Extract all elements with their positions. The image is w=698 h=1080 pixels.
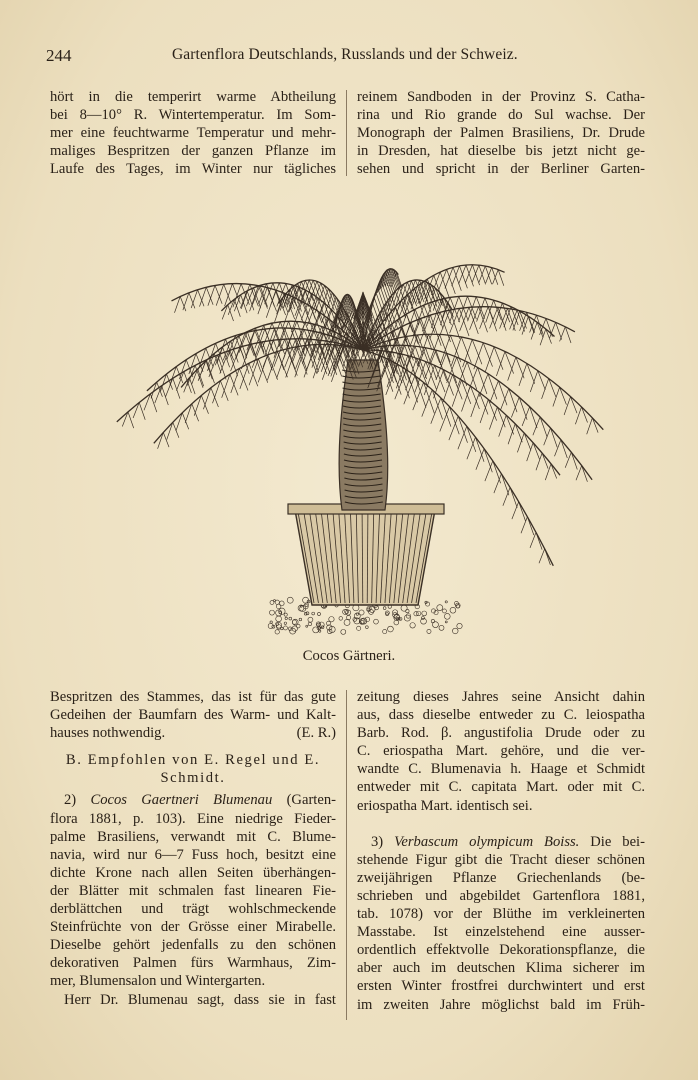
section-heading: Schmidt. — [160, 770, 226, 787]
text-line — [357, 833, 645, 851]
column-right-top — [357, 88, 645, 178]
text-line: eriospatha Mart. identisch sei. — [357, 797, 533, 814]
text-line: aus, dass dieselbe entweder zu C. leiospatha — [357, 707, 645, 724]
text-line: aber auch im deutschen Klima sicherer im — [357, 960, 645, 977]
text-line: Herr Dr. Blumenau sagt, dass sie in fast — [64, 991, 336, 1008]
text-line: entweder mit C. capitata Mart. oder mit C. — [357, 779, 645, 796]
text-line — [50, 791, 336, 809]
text-line: sehen und spricht in der Berliner Garten- — [357, 161, 645, 178]
figure-caption: Cocos Gärtneri. — [302, 648, 396, 664]
page-header — [46, 46, 648, 72]
text-line: schrieben und abgebildet Gartenflora 1881, — [357, 887, 645, 904]
text-line: ersten Winter frostfrei durchwintert und erst — [357, 978, 645, 995]
palm-engraving — [80, 200, 640, 640]
text-line-content: (Garten- — [286, 792, 336, 809]
text-line: der Blätter mit schmalen fast linearen Fie- — [50, 882, 336, 899]
column-right-bottom — [357, 688, 645, 1014]
text-line: stehende Figur gibt die Tracht dieser schönen — [357, 851, 645, 868]
text-line: ordentlich effektvolle Dekorationspflanze, die — [357, 942, 645, 959]
text-line: Dieselbe gehört jedenfalls zu den schönen — [50, 937, 336, 954]
text-line: in Dresden, hat dieselbe bis jetzt nicht ge- — [357, 143, 645, 160]
text-line: zweijährigen Pflanze Griechenlands (be- — [357, 869, 645, 886]
text-line: palme Brasiliens, verwandt mit C. Blume- — [50, 828, 336, 845]
column-left-top — [50, 88, 336, 178]
text-line: Laufe des Tages, im Winter nur tägliches — [50, 161, 336, 178]
text-line: Gedeihen der Baumfarn des Warm- und Kalt- — [50, 707, 336, 724]
text-line: Barb. Rod. β. angustifolia Drude oder zu — [357, 725, 645, 742]
text-line: rina und Rio grande do Sul wachse. Der — [357, 107, 645, 124]
text-line: tab. 1078) vor der Blüthe im verkleinerten — [357, 906, 645, 923]
text-line: dichte Krone nach allen Seiten überhängen- — [50, 864, 336, 881]
palm-illustration — [80, 200, 640, 640]
text-line: Monograph der Palmen Brasiliens, Dr. Drude — [357, 125, 645, 142]
text-line: wandte C. Blumenavia h. Haage et Schmidt — [357, 761, 645, 778]
text-line: zeitung dieses Jahres seine Ansicht dahin — [357, 689, 645, 705]
text-line: navia, wird nur 6—7 Fuss hoch, besitzt eine — [50, 846, 336, 863]
item-number: 3) — [371, 833, 384, 850]
species-name: Verbascum olympicum Boiss. — [394, 833, 580, 850]
text-line-content: hauses nothwendig. — [50, 725, 166, 742]
text-line: bei 8—10° R. Wintertemperatur. Im Som- — [50, 107, 336, 124]
text-line: Steinfrüchte von der Grösse einer Mirabelle. — [50, 919, 336, 936]
author-signature: (E. R.) — [296, 725, 336, 742]
text-line: reinem Sandboden in der Provinz S. Catha- — [357, 89, 645, 105]
text-line — [50, 724, 336, 742]
text-line: maliges Bespritzen der ganzen Pflanze im — [50, 143, 336, 160]
text-line: im zweiten Jahre möglichst bald im Früh- — [357, 996, 645, 1013]
text-line-content: Die bei- — [590, 833, 645, 850]
text-line: flora 1881, p. 103). Eine niedrige Fieder- — [50, 810, 336, 827]
page-number: 244 — [46, 46, 72, 65]
text-line: C. eriospatha Mart. gehöre, und die ver- — [357, 743, 645, 760]
section-heading: B. Empfohlen von E. Regel und E. — [65, 752, 321, 769]
text-line: hört in die temperirt warme Abtheilung — [50, 89, 336, 105]
text-line: mer eine feuchtwarme Temperatur und mehr- — [50, 125, 336, 142]
species-name: Cocos Gaertneri Blumenau — [90, 792, 273, 809]
column-divider — [346, 690, 347, 1020]
column-divider — [346, 90, 347, 176]
text-line: mer, Blumensalon und Wintergarten. — [50, 973, 266, 990]
text-line: Masstabe. Ist einzelstehend eine ausser- — [357, 924, 645, 941]
text-line: derblättchen und trägt wohlschmeckende — [50, 901, 336, 918]
text-line: dekorativen Palmen fürs Warmhaus, Zim- — [50, 955, 336, 972]
running-title: Gartenflora Deutschlands, Russlands und der Schweiz. — [172, 46, 518, 63]
item-number: 2) — [64, 792, 77, 809]
column-left-bottom — [50, 688, 336, 1009]
text-line: Bespritzen des Stammes, das ist für das gute — [50, 689, 336, 705]
